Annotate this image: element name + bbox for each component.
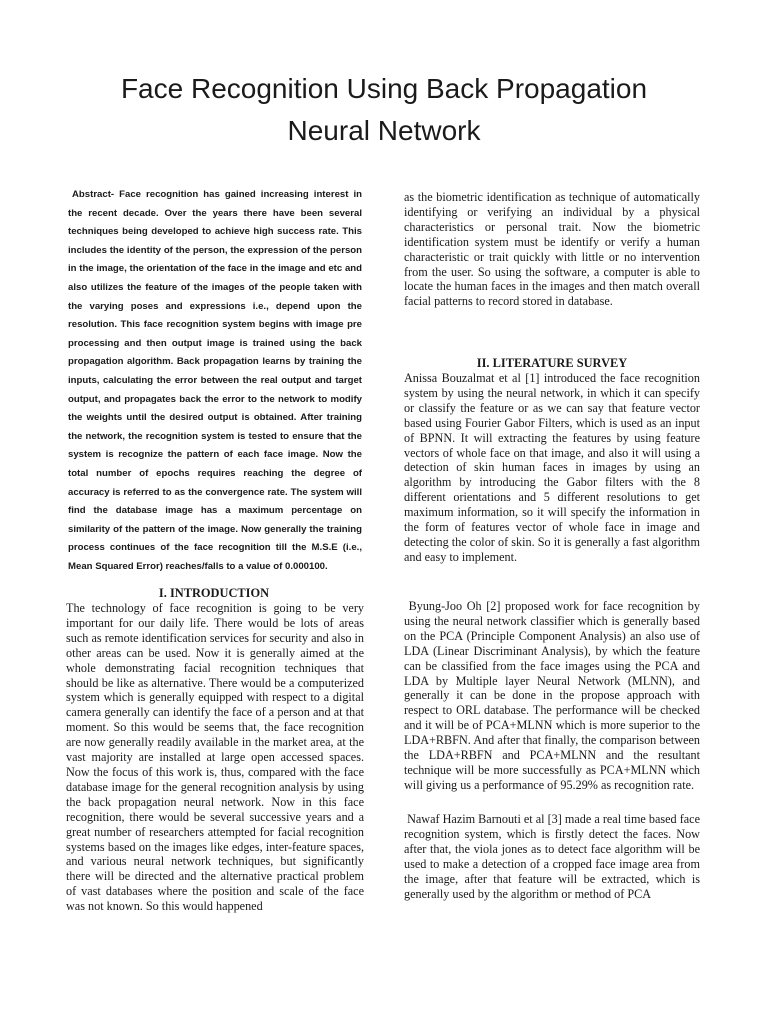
- barnouti-paragraph: [404, 812, 700, 901]
- introduction-continuation: as the biometric identification as technique of automatically identifying or verifying an individual by a physical characteristics or personal trait. Now the biometric identification system must be identify or verify a human characteristic or trait quickly with little or no intervention from the user. So using the software, a computer is able to locate the human faces in the images and then match overall facial patterns to record stored in database.: [404, 190, 700, 309]
- oh-paragraph: [404, 599, 700, 793]
- introduction-body: The technology of face recognition is going to be very important for our daily life. There would be lots of areas such as remote identification services for security and also in other areas can be used. Now it is generally aimed at the whole demonstrating facial recognition techniques that should be like as alternative. There would be a computerized system which is generally equipped with respect to a digital camera generally can identify the face of a person and at that moment. So this would be seems that, the face recognition are now generally readily available in the market area, at the vast majority are installed at large open accessed spaces. Now the focus of this work is, thus, compared with the face database image for the general recognition analysis by using the back propagation neural network. Now in this face recognition, there would be several successive years and a great number of researchers attempted for facial recognition systems based on the images like edges, inter-feature spaces, and various neural network techniques, but significantly there will be directed and the alternative practical problem of vast databases where the position and scale of the face was not known. So this would happened: [66, 601, 364, 914]
- introduction-heading: I. INTRODUCTION: [158, 586, 270, 600]
- title-line-1: Face Recognition Using Back Propagation: [120, 73, 648, 104]
- abstract: [68, 186, 362, 576]
- oh-paragraph-text: Byung-Joo Oh [2] proposed work for face recognition by using the neural network classifier which is generally based on the PCA (Principle Component Analysis) an also use of LDA (Linear Discriminant Analysis), by which the feature can be classified from the face images using the PCA and LDA by Multiple layer Neural Network (MLNN), and generally it can be done in the propose approach with respect to ORL database. The performance will be checked and it will be of PCA+MLNN which is more superior to the LDA+RBFN. And after that finally, the comparison between the LDA+RBFN and PCA+MLNN and the resultant technique will be more successfully as PCA+MLNN which will giving us a performance of 95.29% as recognition rate.: [404, 599, 700, 792]
- barnouti-paragraph-text: Nawaf Hazim Barnouti et al [3] made a real time based face recognition system, which is firstly detect the faces. Now after that, the viola jones as to detect face algorithm will be used to make a detection of a cropped face image area from the image, after that feature will be extracted, which is generally used by the algorithm or method of PCA: [404, 812, 701, 901]
- paper-title: [80, 68, 688, 152]
- literature-survey-heading: II. LITERATURE SURVEY: [476, 356, 628, 370]
- abstract-text: Abstract- Face recognition has gained increasing interest in the recent decade. Over the years there have been several techniques being developed to achieve high success rate. This includes the identity of the person, the expression of the person in the image, the orientation of the face in the image and etc and also utilizes the feature of the images of the people taken with the varying poses and expressions i.e., depend upon the resolution. This face recognition system begins with image pre processing and then output image is trained using the back propagation algorithm. Back propagation learns by training the inputs, calculating the error between the real output and target output, and propagates back the error to the network to modify the weights until the desired output is obtained. After training the network, the recognition system is tested to ensure that the system is recognize the pattern of each face image. Now the total number of epochs requires reaching the degree of accuracy is referred to as the convergence rate. The system will find the database image has a maximum percentage on similarity of the pattern of the image. Now generally the training process continues of the face recognition till the M.S.E (i.e., Mean Squared Error) reaches/falls to a value of 0.000100.: [68, 189, 362, 572]
- literature-survey-body: Anissa Bouzalmat et al [1] introduced the face recognition system by using the neural network, in which it can specify or classify the feature or as we can say that feature vector based using Fourier Gabor Filters, which is used as an input of BPNN. It will extracting the features by using feature vectors of whole face on that image, and also it will using a detection of skin human faces in images by using an algorithm by introducing the Gabor filters with the 8 different orientations and 5 different resolutions to get maximum information, so it will specify the information in the form of features vector of whole face in image and detecting the color of skin. So it is generally a fast algorithm and easy to implement.: [404, 371, 700, 564]
- title-line-2: Neural Network: [287, 115, 481, 146]
